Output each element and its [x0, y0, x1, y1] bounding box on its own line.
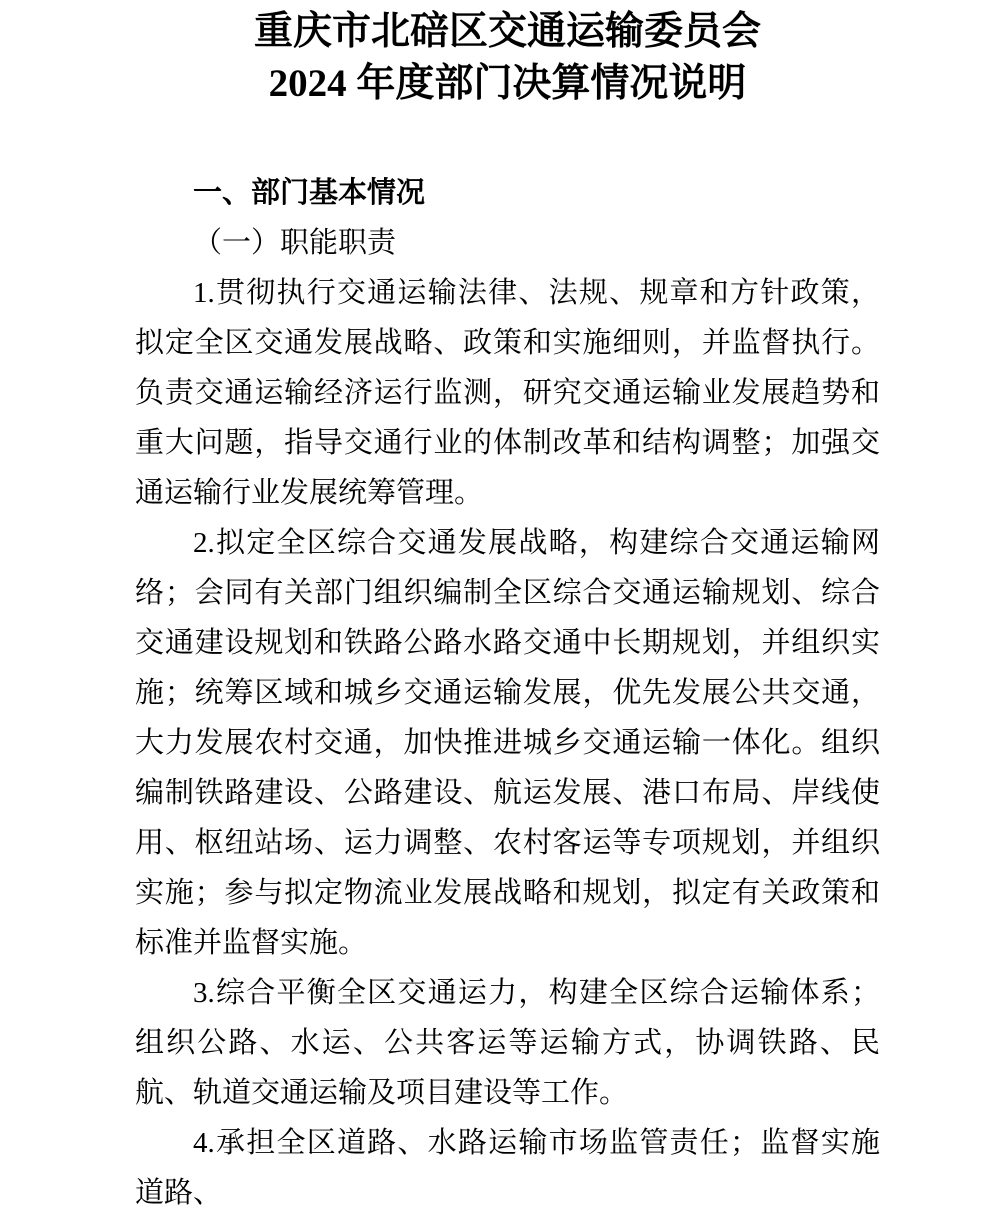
paragraph-4: 4.承担全区道路、水路运输市场监管责任；监督实施道路、	[135, 1127, 880, 1209]
section-heading: 一、部门基本情况	[193, 177, 426, 209]
paragraph-1: 1.贯彻执行交通运输法律、法规、规章和方针政策，拟定全区交通发展战略、政策和实施细则，并监督执行。负责交通运输经济运行监测，研究交通运输业发展趋势和重大问题，指导交通行业的体制改革和结构调整；加强交通运输行业发展统筹管理。	[135, 277, 880, 509]
document-title	[135, 6, 880, 110]
subsection-heading: （一）职能职责	[193, 227, 397, 259]
document-title-line1: 重庆市北碚区交通运输委员会	[253, 10, 761, 53]
paragraph-3: 3.综合平衡全区交通运力，构建全区综合运输体系；组织公路、水运、公共客运等运输方式，协调铁路、民航、轨道交通运输及项目建设等工作。	[135, 977, 880, 1109]
document-title-line2: 2024 年度部门决算情况说明	[268, 62, 747, 105]
document-body	[135, 268, 880, 1218]
paragraph-2: 2.拟定全区综合交通发展战略，构建综合交通运输网络；会同有关部门组织编制全区综合交通运输规划、综合交通建设规划和铁路公路水路交通中长期规划，并组织实施；统筹区域和城乡交通运输发展，优先发展公共交通，大力发展农村交通，加快推进城乡交通运输一体化。组织编制铁路建设、公路建设、航运发展、港口布局、岸线使用、枢纽站场、运力调整、农村客运等专项规划，并组织实施；参与拟定物流业发展战略和规划，拟定有关政策和标准并监督实施。	[135, 527, 880, 959]
